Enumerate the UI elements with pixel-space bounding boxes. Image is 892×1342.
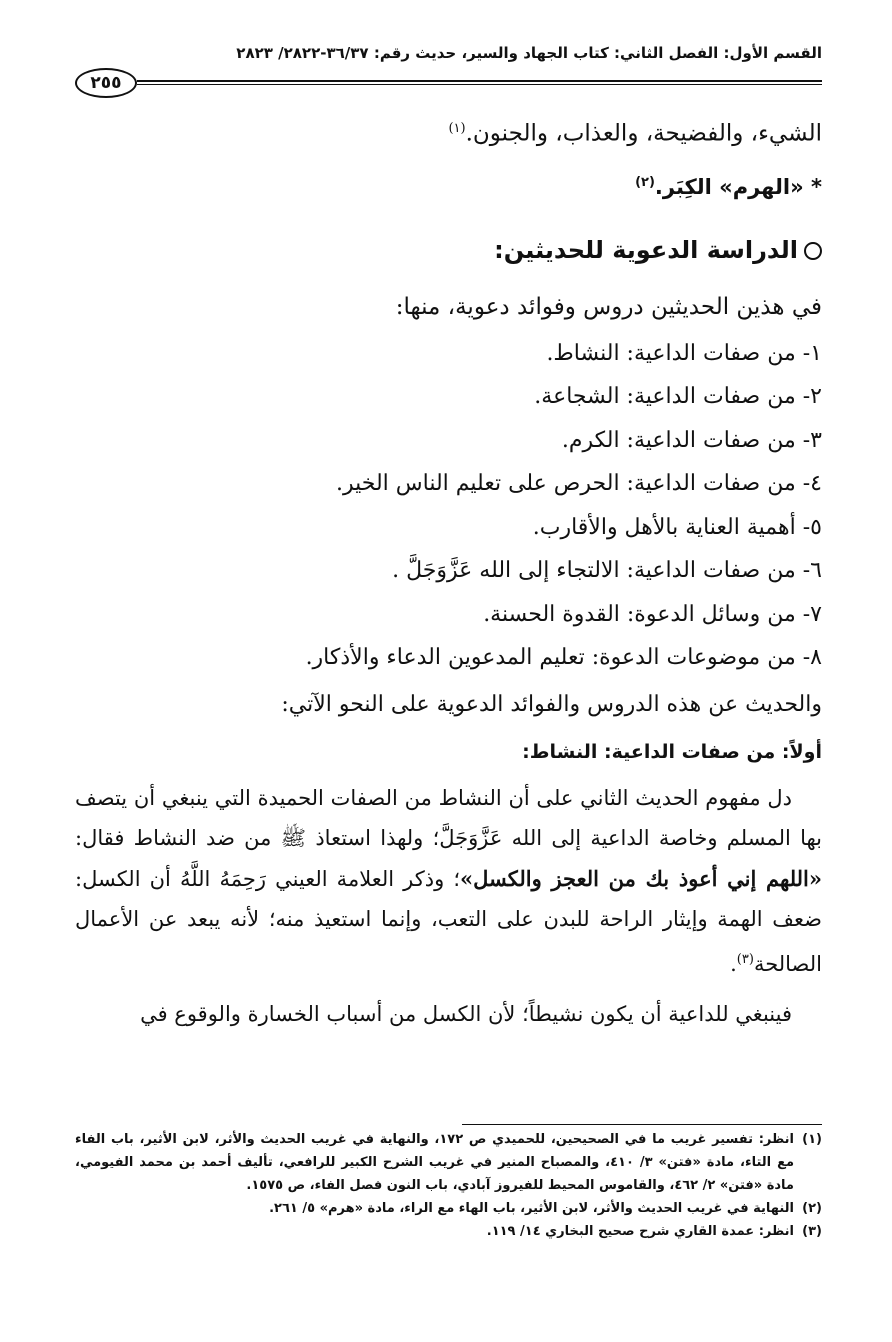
- body-paragraph-continued: فينبغي للداعية أن يكون نشيطاً؛ لأن الكسل من أسباب الخسارة والوقوع في: [140, 1002, 792, 1027]
- definition-text: الكِبَر.: [654, 174, 712, 199]
- section-title-text: الدراسة الدعوية للحديثين:: [494, 235, 798, 264]
- circle-bullet-icon: [804, 242, 822, 260]
- list-item: ٥- أهمية العناية بالأهل والأقارب.: [532, 514, 822, 540]
- continuation-text: الشيء، والفضيحة، والعذاب، والجنون.: [465, 120, 822, 147]
- paragraph-text: دل مفهوم الحديث الثاني على أن النشاط من الصفات الحميدة التي ينبغي أن يتصف بها المسلم وخاصة الداعية إلى الله عَزَّوَجَلَّ؛ ولهذا استعاذ ﷺ من ضد النشاط فقال:: [75, 785, 822, 851]
- section-title: [75, 226, 822, 274]
- continuation-line: [75, 105, 822, 158]
- closing-text: والحديث عن هذه الدروس والفوائد الدعوية على النحو الآتي:: [281, 691, 822, 717]
- page-number-badge: ٢٥٥: [75, 68, 137, 98]
- page-body: [75, 105, 822, 1034]
- hadith-quote: «اللهم إني أعوذ بك من العجز والكسل»: [460, 865, 822, 891]
- list-item: ٧- من وسائل الدعوة: القدوة الحسنة.: [483, 601, 822, 627]
- footnote-separator: [462, 1124, 822, 1125]
- list-item: ٦- من صفات الداعية: الالتجاء إلى الله عَزَّوَجَلَّ .: [392, 558, 822, 584]
- definition-term: «الهرم»: [719, 174, 804, 199]
- definition-line: [75, 158, 822, 212]
- footnote-ref-1: (١): [448, 121, 466, 136]
- intro-text: في هذين الحديثين دروس وفوائد دعوية، منها:: [395, 293, 822, 320]
- running-header: القسم الأول: الفصل الثاني: كتاب الجهاد والسير، حديث رقم: ٣٦/٣٧-٢٨٢٢/ ٢٨٢٣: [236, 44, 822, 62]
- footnote-number: (٣): [802, 1224, 822, 1239]
- header-double-rule: [137, 80, 822, 85]
- subsection-heading: أولاً: من صفات الداعية: النشاط:: [522, 740, 822, 763]
- footnote-item: [75, 1197, 822, 1220]
- footnote-ref-3: (٣): [736, 951, 754, 967]
- footnote-text: انظر: عمدة القاري شرح صحيح البخاري ١٤/ ١١٩.: [486, 1224, 794, 1239]
- footnote-number: (٢): [802, 1201, 822, 1216]
- footnote-ref-2: (٢): [635, 174, 655, 190]
- paragraph-text: ؛ وذكر العلامة العيني رَحِمَهُ اللَّهُ أن الكسل: ضعف الهمة وإيثار الراحة للبدن على التعب، وإنما استعيذ منه؛ لأنه يبعد عن الأعمال الصالحة: [75, 866, 822, 976]
- footnote-item: [75, 1220, 822, 1243]
- footnote-number: (١): [802, 1132, 822, 1147]
- footnote-item: [75, 1128, 822, 1197]
- list-item: ٨- من موضوعات الدعوة: تعليم المدعوين الدعاء والأذكار.: [305, 645, 822, 671]
- list-item: ٣- من صفات الداعية: الكرم.: [561, 427, 822, 453]
- star-bullet: *: [811, 174, 822, 199]
- footnotes: [75, 1128, 822, 1243]
- header-rule-row: [75, 68, 822, 98]
- footnote-text: النهاية في غريب الحديث والأثر، لابن الأثير، باب الهاء مع الراء، مادة «هرم» ٥/ ٢٦١.: [269, 1201, 794, 1216]
- footnote-text: انظر: تفسير غريب ما في الصحيحين، للحميدي ص ١٧٢، والنهاية في غريب الحديث والأثر، لابن الأثير، باب الفاء مع التاء، مادة «فتن» ٣/ ٤١٠، والمصباح المنير في غريب الشرح الكبير للرافعي، تأليف أحمد بن محمد الفيومي، مادة «فتن» ٢/ ٤٦٢، والقاموس المحيط للفيروز آبادي، باب النون فصل الفاء، ص ١٥٧٥.: [75, 1132, 794, 1193]
- lessons-list: [75, 332, 822, 680]
- list-item: ٤- من صفات الداعية: الحرص على تعليم الناس الخير.: [335, 471, 822, 497]
- list-item: ٢- من صفات الداعية: الشجاعة.: [534, 384, 822, 410]
- list-item: ١- من صفات الداعية: النشاط.: [546, 340, 822, 366]
- body-paragraph: دل مفهوم الحديث الثاني على أن النشاط من الصفات الحميدة التي ينبغي أن يتصف بها المسلم وخاصة الداعية إلى الله عَزَّوَجَلَّ؛ ولهذا استعاذ ﷺ من ضد النشاط فقال: «اللهم إني أعوذ بك من العجز والكسل»؛ وذكر العلامة العيني رَحِمَهُ اللَّهُ أن الكسل: ضعف الهمة وإيثار الراحة للبدن على التعب، وإنما استعيذ منه؛ لأنه يبعد عن الأعمال الصالحة$^{(٣)}$.: [75, 785, 822, 976]
